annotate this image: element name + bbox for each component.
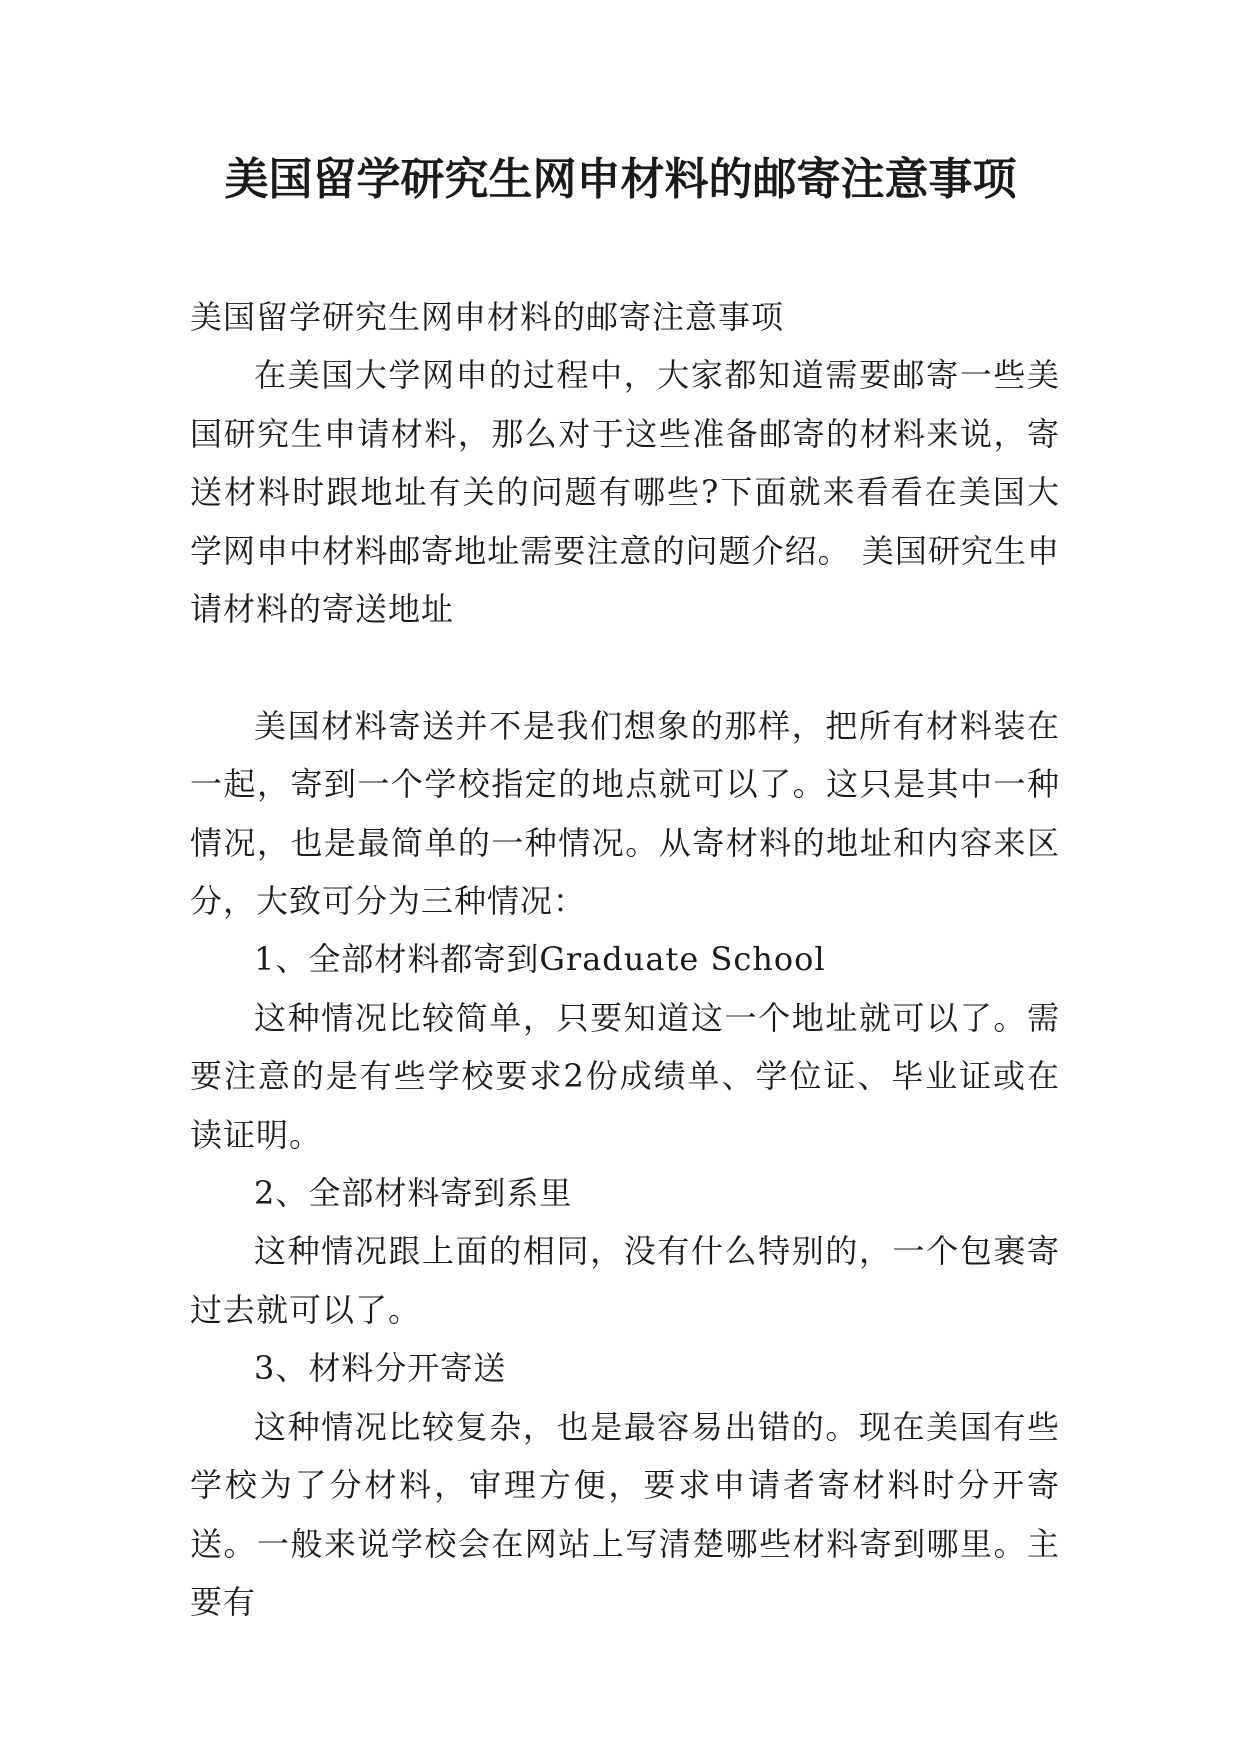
paragraph-case-2-heading: 2、全部材料寄到系里 [254, 1174, 573, 1213]
blank-line [190, 638, 1060, 696]
paragraph-intro: 在美国大学网申的过程中，大家都知道需要邮寄一些美国研究生申请材料，那么对于这些准备邮寄的材料来说，寄送材料时跟地址有关的问题有哪些?下面就来看看在美国大学网申中材料邮寄地址需要注意的问题介绍。 美国研究生申请材料的寄送地址 [190, 356, 1060, 629]
paragraph-case-1-heading: 1、全部材料都寄到Graduate School [254, 940, 826, 979]
document-body [190, 288, 1060, 1631]
paragraph-case-2-body: 这种情况跟上面的相同，没有什么特别的，一个包裹寄过去就可以了。 [190, 1232, 1060, 1329]
paragraph-overview: 美国材料寄送并不是我们想象的那样，把所有材料装在一起，寄到一个学校指定的地点就可以了。这只是其中一种情况，也是最简单的一种情况。从寄材料的地址和内容来区分，大致可分为三种情况： [190, 706, 1060, 921]
paragraph-case-3-heading: 3、材料分开寄送 [254, 1349, 507, 1388]
paragraph-heading: 美国留学研究生网申材料的邮寄注意事项 [190, 298, 785, 336]
document-title: 美国留学研究生网申材料的邮寄注意事项 [224, 154, 1017, 205]
paragraph-case-1-body: 这种情况比较简单，只要知道这一个地址就可以了。需要注意的是有些学校要求2份成绩单、学位证、毕业证或在读证明。 [190, 998, 1060, 1154]
paragraph-case-3-body: 这种情况比较复杂，也是最容易出错的。现在美国有些学校为了分材料，审理方便，要求申请者寄材料时分开寄送。一般来说学校会在网站上写清楚哪些材料寄到哪里。主要有 [190, 1407, 1060, 1621]
